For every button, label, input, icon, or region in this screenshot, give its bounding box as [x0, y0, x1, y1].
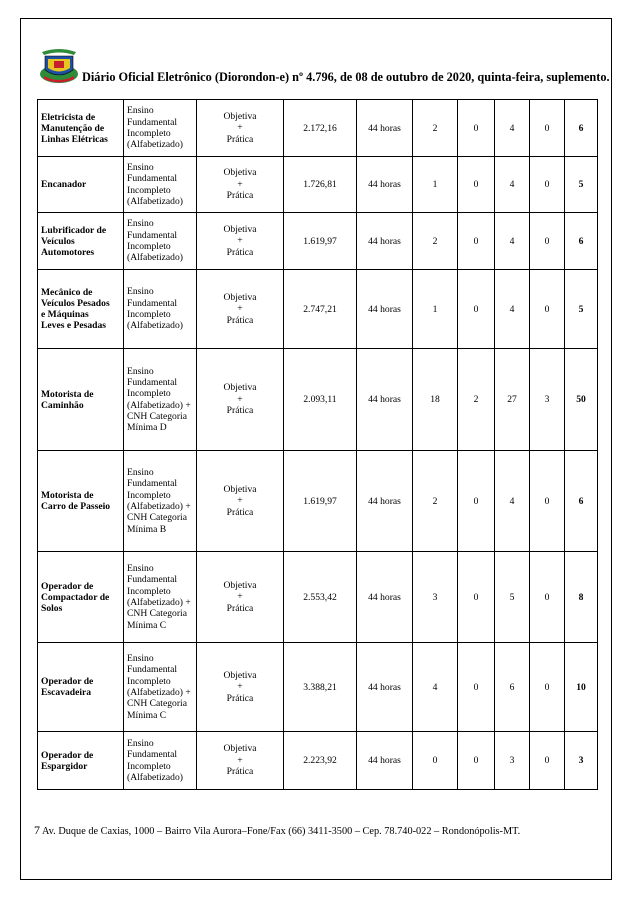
prova-cell-line: +: [237, 393, 243, 405]
escolaridade-cell-line: Fundamental: [127, 749, 178, 761]
escolaridade-cell-line: Fundamental: [127, 116, 178, 128]
vagas-cell: 3: [413, 552, 458, 643]
vagas-cell: 0: [458, 732, 495, 790]
salario-cell: 1.619,97: [284, 451, 357, 552]
escolaridade-cell-line: Mínima C: [127, 619, 167, 631]
prova-cell-line: Objetiva: [223, 669, 257, 681]
escolaridade-cell: [124, 451, 197, 552]
vagas-cell: 0: [458, 270, 495, 349]
cargo-cell-line: Linhas Elétricas: [41, 133, 108, 145]
total-vagas-cell: 5: [565, 270, 598, 349]
prova-cell-line: +: [237, 178, 243, 190]
escolaridade-cell-line: Incompleto: [127, 241, 171, 252]
table-row: [38, 157, 598, 213]
escolaridade-cell-line: Ensino: [127, 467, 154, 479]
carga-horaria-cell: 44 horas: [357, 100, 413, 157]
table-row: [38, 100, 598, 157]
escolaridade-cell-line: Ensino: [127, 218, 154, 230]
prova-cell-line: Objetiva: [223, 167, 257, 179]
carga-horaria-cell: 44 horas: [357, 349, 413, 451]
escolaridade-cell-line: Incompleto: [127, 675, 171, 687]
escolaridade-cell-line: Fundamental: [127, 297, 178, 309]
cargo-cell-line: Veículos Pesados: [41, 298, 110, 309]
vagas-cell: 0: [458, 213, 495, 270]
cargo-cell-line: Veículos: [41, 235, 75, 247]
carga-horaria-cell: 44 horas: [357, 552, 413, 643]
escolaridade-cell-line: Fundamental: [127, 664, 178, 676]
escolaridade-cell-line: Ensino: [127, 653, 154, 665]
carga-horaria-cell: 44 horas: [357, 643, 413, 732]
vagas-cell: 4: [495, 270, 530, 349]
vagas-cell: 3: [495, 732, 530, 790]
carga-horaria-cell: 44 horas: [357, 213, 413, 270]
escolaridade-cell-line: CNH Categoria: [127, 608, 187, 620]
total-vagas-cell: 8: [565, 552, 598, 643]
prova-cell-line: Objetiva: [223, 223, 257, 235]
prova-cell-line: Objetiva: [223, 110, 257, 122]
escolaridade-cell-line: Ensino: [127, 105, 154, 117]
salario-cell: 2.747,21: [284, 270, 357, 349]
vagas-cell: 4: [495, 451, 530, 552]
cargo-cell: [38, 451, 124, 552]
prova-cell-line: +: [237, 591, 243, 603]
prova-cell-line: Objetiva: [223, 291, 257, 303]
prova-cell: [197, 157, 284, 213]
vagas-cell: 0: [413, 732, 458, 790]
vagas-cell: 0: [458, 100, 495, 157]
cargo-cell-line: Compactador de: [41, 591, 110, 603]
prova-cell: [197, 451, 284, 552]
escolaridade-cell-line: (Alfabetizado): [127, 320, 183, 332]
salario-cell: 2.223,92: [284, 732, 357, 790]
vagas-cell: 0: [530, 643, 565, 732]
escolaridade-cell-line: Mínima C: [127, 709, 167, 721]
table-row: [38, 451, 598, 552]
prova-cell-line: +: [237, 495, 243, 507]
escolaridade-cell-line: (Alfabetizado) +: [127, 597, 191, 608]
prova-cell-line: +: [237, 122, 243, 134]
vagas-cell: 0: [530, 732, 565, 790]
footer: [34, 823, 520, 838]
total-vagas-cell: 3: [565, 732, 598, 790]
salario-cell: 1.619,97: [284, 213, 357, 270]
prova-cell-line: Prática: [226, 602, 254, 614]
prova-cell: [197, 643, 284, 732]
escolaridade-cell-line: Ensino: [127, 365, 154, 377]
escolaridade-cell-line: Incompleto: [127, 128, 171, 139]
prova-cell-line: +: [237, 681, 243, 693]
carga-horaria-cell: 44 horas: [357, 157, 413, 213]
vagas-cell: 4: [495, 157, 530, 213]
salario-cell: 1.726,81: [284, 157, 357, 213]
prova-cell: [197, 552, 284, 643]
salario-cell: 2.172,16: [284, 100, 357, 157]
escolaridade-cell-line: (Alfabetizado) +: [127, 399, 191, 411]
prova-cell-line: +: [237, 235, 243, 247]
carga-horaria-cell: 44 horas: [357, 732, 413, 790]
table-row: [38, 349, 598, 451]
prova-cell-line: +: [237, 303, 243, 315]
escolaridade-cell-line: (Alfabetizado): [127, 771, 183, 783]
footer-address: Av. Duque de Caxias, 1000 – Bairro Vila Aurora–Fone/Fax (66) 3411-3500 – Cep. 78.740-022 – Rondonópolis-MT.: [42, 826, 521, 837]
escolaridade-cell-line: Fundamental: [127, 478, 178, 490]
total-vagas-cell: 6: [565, 213, 598, 270]
vagas-cell: 2: [413, 100, 458, 157]
prova-cell: [197, 100, 284, 157]
prova-cell-line: +: [237, 754, 243, 766]
escolaridade-cell-line: Ensino: [127, 161, 154, 173]
page-number: 7: [34, 823, 40, 837]
cargo-cell-line: Automotores: [41, 246, 95, 258]
cargo-cell: [38, 732, 124, 790]
coat-of-arms-logo: [36, 46, 82, 86]
vagas-cell: 0: [530, 451, 565, 552]
cargo-cell-line: Solos: [41, 602, 63, 614]
escolaridade-cell-line: Ensino: [127, 737, 154, 749]
prova-cell-line: Objetiva: [223, 382, 257, 394]
escolaridade-cell-line: Incompleto: [127, 585, 171, 597]
escolaridade-cell: [124, 213, 197, 270]
escolaridade-cell-line: (Alfabetizado): [127, 139, 183, 151]
escolaridade-cell-line: Incompleto: [127, 309, 171, 320]
escolaridade-cell: [124, 552, 197, 643]
escolaridade-cell: [124, 157, 197, 213]
prova-cell-line: Objetiva: [223, 579, 257, 591]
vagas-cell: 2: [413, 451, 458, 552]
cargo-cell: [38, 270, 124, 349]
total-vagas-cell: 6: [565, 451, 598, 552]
cargo-cell: [38, 552, 124, 643]
vagas-cell: 5: [495, 552, 530, 643]
escolaridade-cell-line: Incompleto: [127, 184, 171, 196]
vagas-cell: 2: [413, 213, 458, 270]
vagas-cell: 4: [495, 100, 530, 157]
escolaridade-cell-line: (Alfabetizado): [127, 252, 183, 264]
cargo-cell-line: Lubrificador de: [41, 224, 107, 236]
prova-cell: [197, 270, 284, 349]
prova-cell-line: Prática: [226, 133, 254, 145]
escolaridade-cell-line: (Alfabetizado) +: [127, 501, 191, 512]
prova-cell-line: Objetiva: [223, 483, 257, 495]
escolaridade-cell-line: CNH Categoria: [127, 698, 187, 710]
cargo-cell-line: Encanador: [41, 179, 87, 190]
table-row: [38, 552, 598, 643]
total-vagas-cell: 5: [565, 157, 598, 213]
cargo-cell-line: Carro de Passeio: [41, 501, 111, 512]
vagas-cell: 4: [495, 213, 530, 270]
cargo-cell-line: Caminhão: [41, 399, 84, 411]
escolaridade-cell-line: Fundamental: [127, 229, 178, 241]
cargo-cell: [38, 643, 124, 732]
prova-cell: [197, 349, 284, 451]
table-row: [38, 270, 598, 349]
prova-cell-line: Prática: [226, 405, 254, 417]
total-vagas-cell: 6: [565, 100, 598, 157]
prova-cell-line: Prática: [226, 314, 254, 326]
table-row: [38, 213, 598, 270]
escolaridade-cell-line: Mínima D: [127, 422, 167, 434]
cargo-cell-line: Leves e Pesadas: [41, 320, 107, 331]
jobs-table: [37, 99, 598, 790]
prova-cell-line: Objetiva: [223, 743, 257, 755]
salario-cell: 2.093,11: [284, 349, 357, 451]
vagas-cell: 2: [458, 349, 495, 451]
escolaridade-cell-line: Incompleto: [127, 760, 171, 772]
cargo-cell-line: Motorista de: [41, 490, 94, 501]
prova-cell: [197, 732, 284, 790]
escolaridade-cell-line: Fundamental: [127, 376, 178, 388]
total-vagas-cell: 10: [565, 643, 598, 732]
vagas-cell: 6: [495, 643, 530, 732]
escolaridade-cell-line: Mínima B: [127, 523, 167, 535]
vagas-cell: 0: [530, 100, 565, 157]
vagas-cell: 0: [458, 157, 495, 213]
escolaridade-cell-line: Incompleto: [127, 388, 171, 400]
carga-horaria-cell: 44 horas: [357, 270, 413, 349]
vagas-cell: 4: [413, 643, 458, 732]
vagas-cell: 0: [458, 451, 495, 552]
escolaridade-cell-line: Ensino: [127, 563, 154, 575]
vagas-cell: 0: [530, 157, 565, 213]
cargo-cell-line: Motorista de: [41, 388, 94, 400]
carga-horaria-cell: 44 horas: [357, 451, 413, 552]
escolaridade-cell: [124, 732, 197, 790]
cargo-cell-line: Operador de: [41, 580, 94, 592]
cargo-cell-line: Manutenção de: [41, 122, 105, 134]
prova-cell-line: Prática: [226, 190, 254, 202]
prova-cell-line: Prática: [226, 246, 254, 258]
escolaridade-cell-line: (Alfabetizado) +: [127, 687, 191, 698]
prova-cell-line: Prática: [226, 506, 254, 518]
table-row: [38, 643, 598, 732]
escolaridade-cell: [124, 100, 197, 157]
vagas-cell: 0: [458, 552, 495, 643]
vagas-cell: 27: [495, 349, 530, 451]
escolaridade-cell-line: CNH Categoria: [127, 410, 187, 422]
cargo-cell-line: Operador de: [41, 676, 94, 687]
cargo-cell: [38, 213, 124, 270]
cargo-cell: [38, 100, 124, 157]
cargo-cell-line: Espargidor: [41, 760, 88, 772]
vagas-cell: 0: [458, 643, 495, 732]
cargo-cell: [38, 349, 124, 451]
escolaridade-cell-line: Incompleto: [127, 489, 171, 501]
prova-cell-line: Prática: [226, 692, 254, 704]
salario-cell: 2.553,42: [284, 552, 357, 643]
vagas-cell: 0: [530, 270, 565, 349]
page-title: Diário Oficial Eletrônico (Diorondon-e) nº 4.796, de 08 de outubro de 2020, quinta-feira, suplemento.: [82, 70, 610, 84]
escolaridade-cell-line: Ensino: [127, 286, 154, 298]
cargo-cell: [38, 157, 124, 213]
vagas-cell: 0: [530, 552, 565, 643]
cargo-cell-line: e Máquinas: [41, 309, 89, 320]
escolaridade-cell-line: CNH Categoria: [127, 512, 187, 524]
vagas-cell: 1: [413, 270, 458, 349]
escolaridade-cell-line: Fundamental: [127, 574, 178, 586]
escolaridade-cell-line: Fundamental: [127, 173, 178, 185]
vagas-cell: 18: [413, 349, 458, 451]
vagas-cell: 3: [530, 349, 565, 451]
salario-cell: 3.388,21: [284, 643, 357, 732]
cargo-cell-line: Mecânico de: [41, 287, 93, 298]
cargo-cell-line: Operador de: [41, 749, 94, 761]
escolaridade-cell: [124, 643, 197, 732]
table-row: [38, 732, 598, 790]
escolaridade-cell-line: (Alfabetizado): [127, 195, 183, 207]
prova-cell: [197, 213, 284, 270]
vagas-cell: 0: [530, 213, 565, 270]
escolaridade-cell: [124, 349, 197, 451]
vagas-cell: 1: [413, 157, 458, 213]
page-header: [36, 46, 610, 96]
cargo-cell-line: Escavadeira: [41, 687, 92, 698]
escolaridade-cell: [124, 270, 197, 349]
prova-cell-line: Prática: [226, 766, 254, 778]
total-vagas-cell: 50: [565, 349, 598, 451]
cargo-cell-line: Eletricista de: [41, 111, 96, 123]
